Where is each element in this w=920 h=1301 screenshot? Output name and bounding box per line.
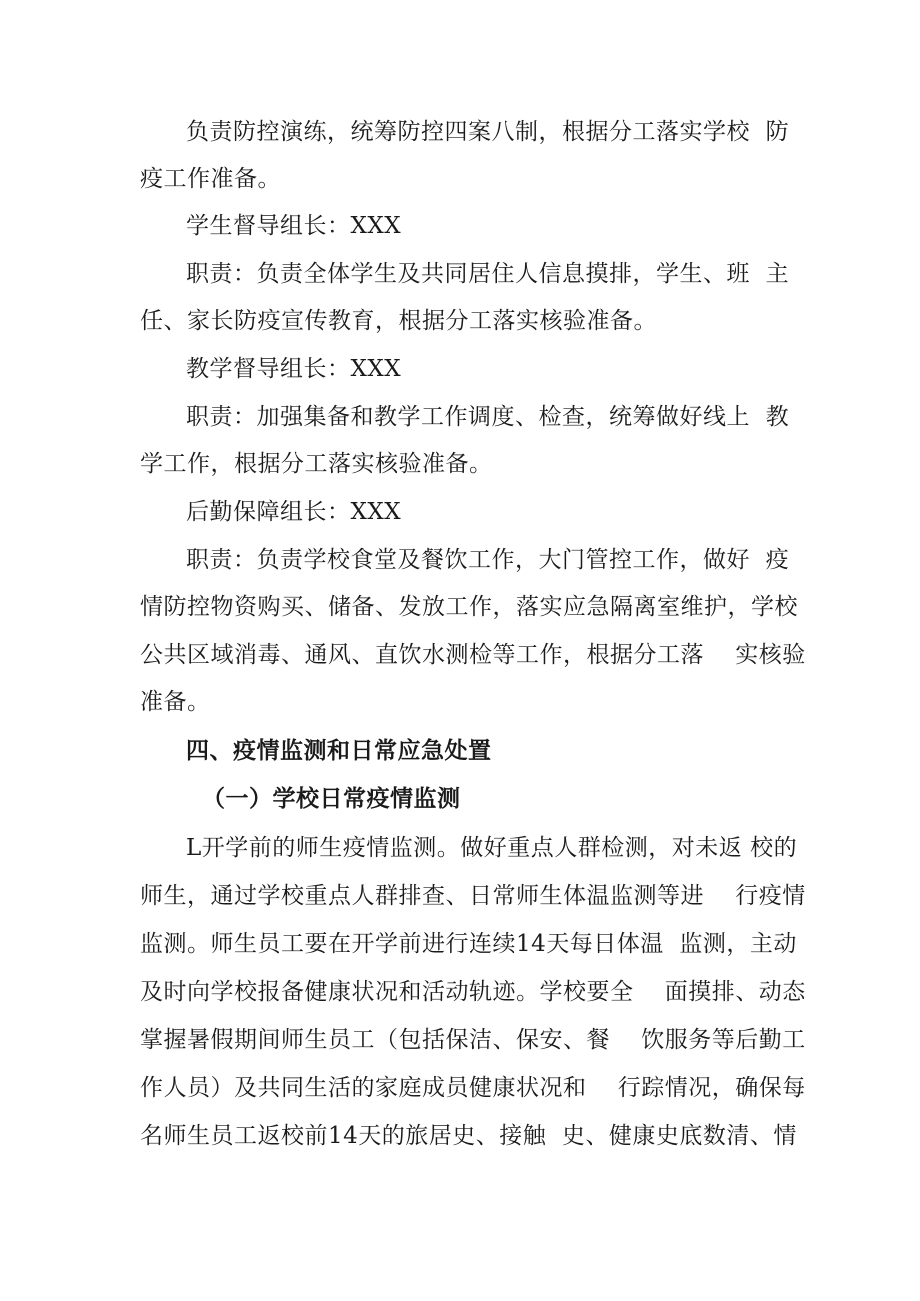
paragraph-line: 监测。师生员工要在开学前进行连续14天每日体温 监测，主动 [140,931,797,957]
paragraph-line: 掌握暑假期间师生员工（包括保洁、保安、餐 饮服务等后勤工 [140,1027,806,1053]
subsection-heading: （一）学校日常疫情监测 [202,786,461,812]
section-heading: 四、疫情监测和日常应急处置 [186,738,492,764]
paragraph-line: 公共区域消毒、通风、直饮水测检等工作，根据分工落 实核验 [140,642,806,668]
paragraph-line: 职责：负责全体学生及共同居住人信息摸排，学生、班 主 [186,261,790,287]
paragraph-line: 职责：加强集备和教学工作调度、检查，统筹做好线上 教 [186,404,790,430]
group-leader-student: 学生督导组长：XXX [186,213,402,239]
paragraph-line: L开学前的师生疫情监测。做好重点人群检测，对未返 校的 [186,835,798,861]
paragraph-line: 师生，通过学校重点人群排查、日常师生体温监测等进 行疫情 [140,883,806,909]
paragraph-line: 任、家长防疫宣传教育，根据分工落实核验准备。 [140,308,657,334]
paragraph-line: 负责防控演练，统筹防控四案八制，根据分工落实学校 防 [186,119,790,145]
paragraph-line: 名师生员工返校前14天的旅居史、接触 史、健康史底数清、情 [140,1123,797,1149]
paragraph-line: 职责：负责学校食堂及餐饮工作，大门管控工作，做好 疫 [186,547,790,573]
paragraph-line: 情防控物资购买、储备、发放工作，落实应急隔离室维护，学校 [140,594,798,620]
paragraph-line: 学工作，根据分工落实核验准备。 [140,451,493,477]
paragraph-line: 作人员）及共同生活的家庭成员健康状况和 行踪情况，确保每 [140,1075,806,1101]
paragraph-line: 及时向学校报备健康状况和活动轨迹。学校要全 面摸排、动态 [140,979,806,1005]
group-leader-logistics: 后勤保障组长：XXX [186,499,402,525]
paragraph-line: 准备。 [140,689,211,715]
group-leader-teaching: 教学督导组长：XXX [186,356,402,382]
paragraph-line: 疫工作准备。 [140,166,281,192]
